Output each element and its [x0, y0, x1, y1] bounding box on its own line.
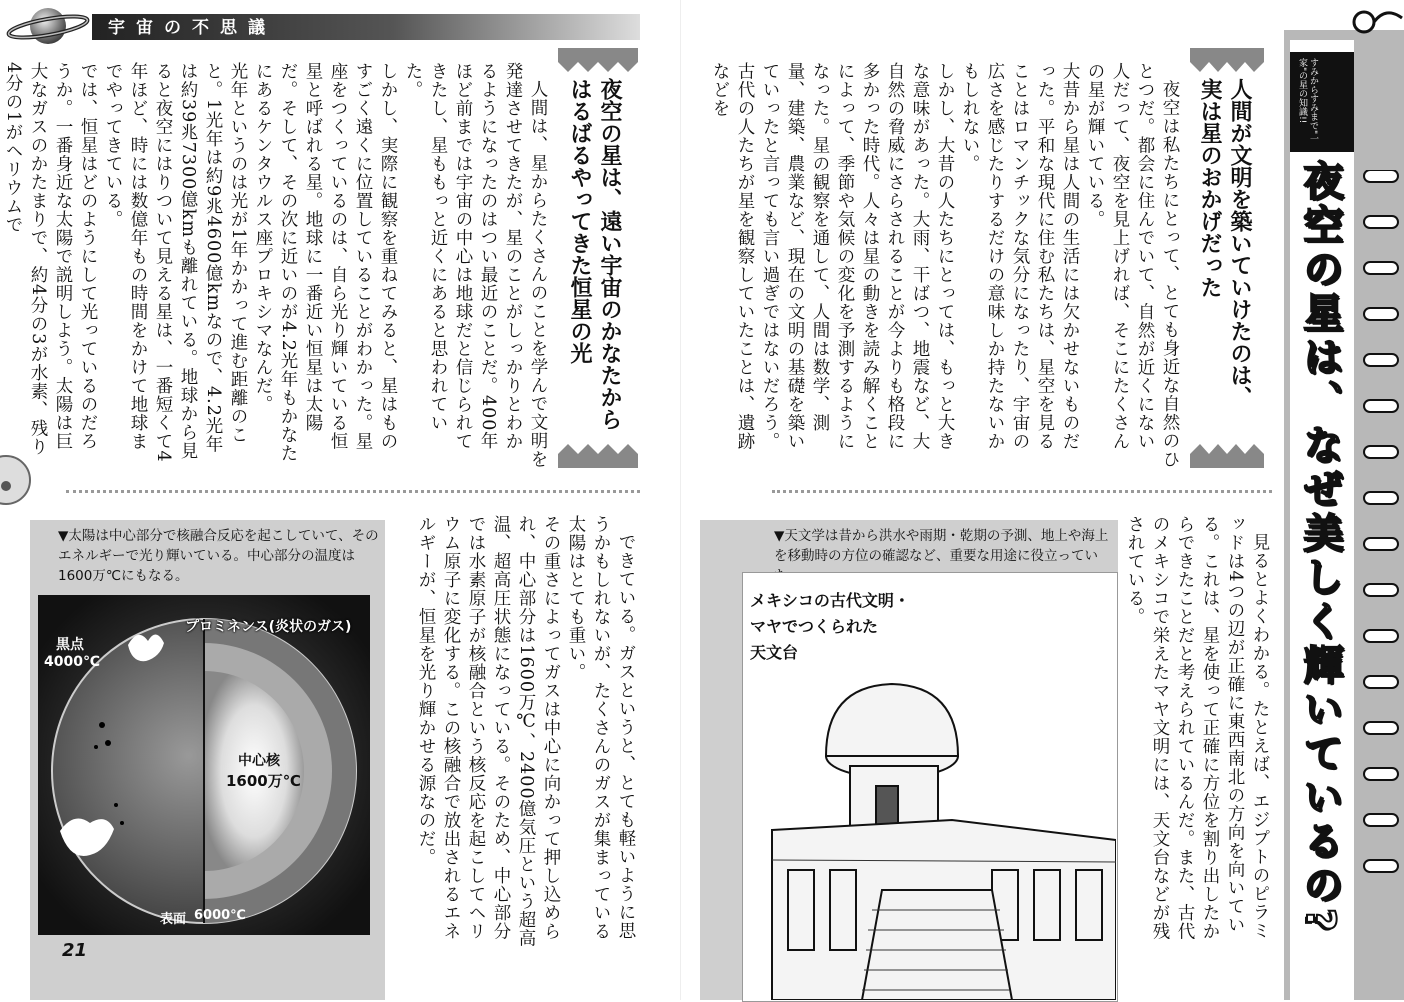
- sunspot-label: 黒点: [56, 637, 84, 653]
- prominence-label: プロミネンス(炎状のガス): [185, 619, 352, 635]
- sun-panel: [30, 520, 385, 1000]
- right-body-top: 夜空は私たちにとって、とても身近な自然のひとつだ。都会に住んでいて、自然が近くにない人だって、夜空を見上げれば、そこにたくさんの星が輝いている。 大昔から星は人間の生活には欠かせないものだった。平和な現代に住む私たちは、星空を見ることはロマンチックな気分になったり、宇宙の広さを感じたりするだけの意味しか持たないかもしれない。 しかし、大昔の人たちにとっては、もっと大きな意味があった。大雨、干ばつ、地震など、大自然の脅威にさらされることが今よりも格段に多かった時代。人々は星の動きを読み解くことによって、季節や気候の変化を予測するようになった。星の観察を通して、人間は数学、測量、建築、農業など、現在の文明の基礎を築いていったと言っても言い過ぎではないだろう。 古代の人たちが星を観察していたことは、遺跡などを: [710, 62, 1180, 468]
- main-title: 夜空の星は、なぜ美しく輝いているの?: [1297, 160, 1343, 936]
- corner-decoration-icon: [1344, 0, 1404, 40]
- tab-badge: すみからすみまで"一家"の星の知識!!: [1297, 58, 1318, 144]
- zigzag-top-decoration-right: [1190, 48, 1264, 76]
- left-divider: [66, 490, 640, 493]
- right-divider: [772, 490, 1272, 493]
- header-bar: [0, 0, 640, 48]
- core-temp: 1600万℃: [226, 772, 301, 790]
- page-gutter: [680, 0, 681, 1000]
- observatory-caption: ▼天文学は昔から洪水や雨期・乾期の予測、地上や海上を移動時の方位の確認など、重要な用途に役立ってい: [774, 528, 1109, 564]
- right-heading-box: [1190, 48, 1264, 468]
- right-heading: 人間が文明を築いていけたのは、 実は星のおかげだった: [1197, 78, 1252, 408]
- series-title-text: 宇宙の不思議: [108, 18, 276, 38]
- surface-temp: 6000℃: [194, 908, 246, 923]
- observatory-label: メキシコの古代文明・ マヤでつくられた 天文台: [750, 591, 910, 662]
- left-heading: 夜空の星は、遠い宇宙のかなたから はるばるやってきた恒星の光: [567, 78, 622, 430]
- notebook-rings: [1362, 170, 1402, 910]
- observatory-illustration: [742, 670, 1116, 1000]
- right-body-bottom: 見るとよくわかる。たとえば、エジプトのピラミッドは4つの辺が正確に東西南北の方向を向いている。これは、星を使って正確に方位を割り出したからできたことだと考えられているんだ。また、古代のメキシコで栄えたマヤ文明には、天文台などが残されている。: [1125, 515, 1270, 941]
- left-heading-box: [558, 48, 638, 468]
- bell-icon: [0, 450, 34, 510]
- zigzag-bottom-decoration: [558, 440, 638, 468]
- left-body-bottom: できている。ガスというと、とても軽いように思うかもしれないが、たくさんのガスが集まっている太陽はとても重い。 その重さによってガスは中心に向かって押し込められ、中心部分は1600万℃、2400億気圧という超高温、超高圧状態になっている。そのため、中心部分では水素原子が核融合という核反応を起こしてヘリウム原子に変化する。この核融合で放出されるエネルギーが、恒星を光り輝かせる源なのだ。: [416, 515, 636, 948]
- tab-badge-box: [1290, 52, 1354, 152]
- left-body-top: 人間は、星からたくさんのことを学んで文明を発達させてきたが、星のことがしっかりとわかるようになったのはつい最近のことだ。400年ほど前までは宇宙の中心は地球だと信じられてきたし、星ももっと近くにあると思われていた。 しかし、実際に観察を重ねてみると、星はものすごく遠くに位置していることがわかった。星座をつくっているのは、自ら光り輝いている恒星と呼ばれる星。地球に一番近い恒星は太陽だ。そして、その次に近いのが4.2光年もかなたにあるケンタウルス座プロキシマなんだ。 光年というのは光が1年かかって進む距離のこと。1光年は約9兆4600億kmなので、4.2光年は約39兆7300億kmも離れている。地球から見ると夜空にはりついて見える星は、一番短くて4年ほど、時には数億年もの時間をかけて地球までやってきている。 では、恒星はどのようにして光っているのだろうか。一番身近な太陽で説明しよう。太陽は巨大なガスのかたまりで、約4分の3が水素、残り4分の1がヘリウムで: [3, 62, 548, 468]
- core-label: 中心核: [238, 753, 280, 769]
- sunspot-temp: 4000℃: [44, 654, 100, 670]
- observatory-panel: [700, 520, 1118, 1000]
- page-number: 21: [62, 940, 88, 961]
- zigzag-top-decoration: [558, 48, 638, 76]
- zigzag-bottom-decoration-right: [1190, 440, 1264, 468]
- surface-label: 表面: [160, 912, 187, 927]
- sun-caption: ▼太陽は中心部分で核融合反応を起こしていて、そのエネルギーで光り輝いている。中心部分の温度は1600万℃にもなる。: [58, 528, 379, 584]
- sun-illustration: [38, 595, 370, 935]
